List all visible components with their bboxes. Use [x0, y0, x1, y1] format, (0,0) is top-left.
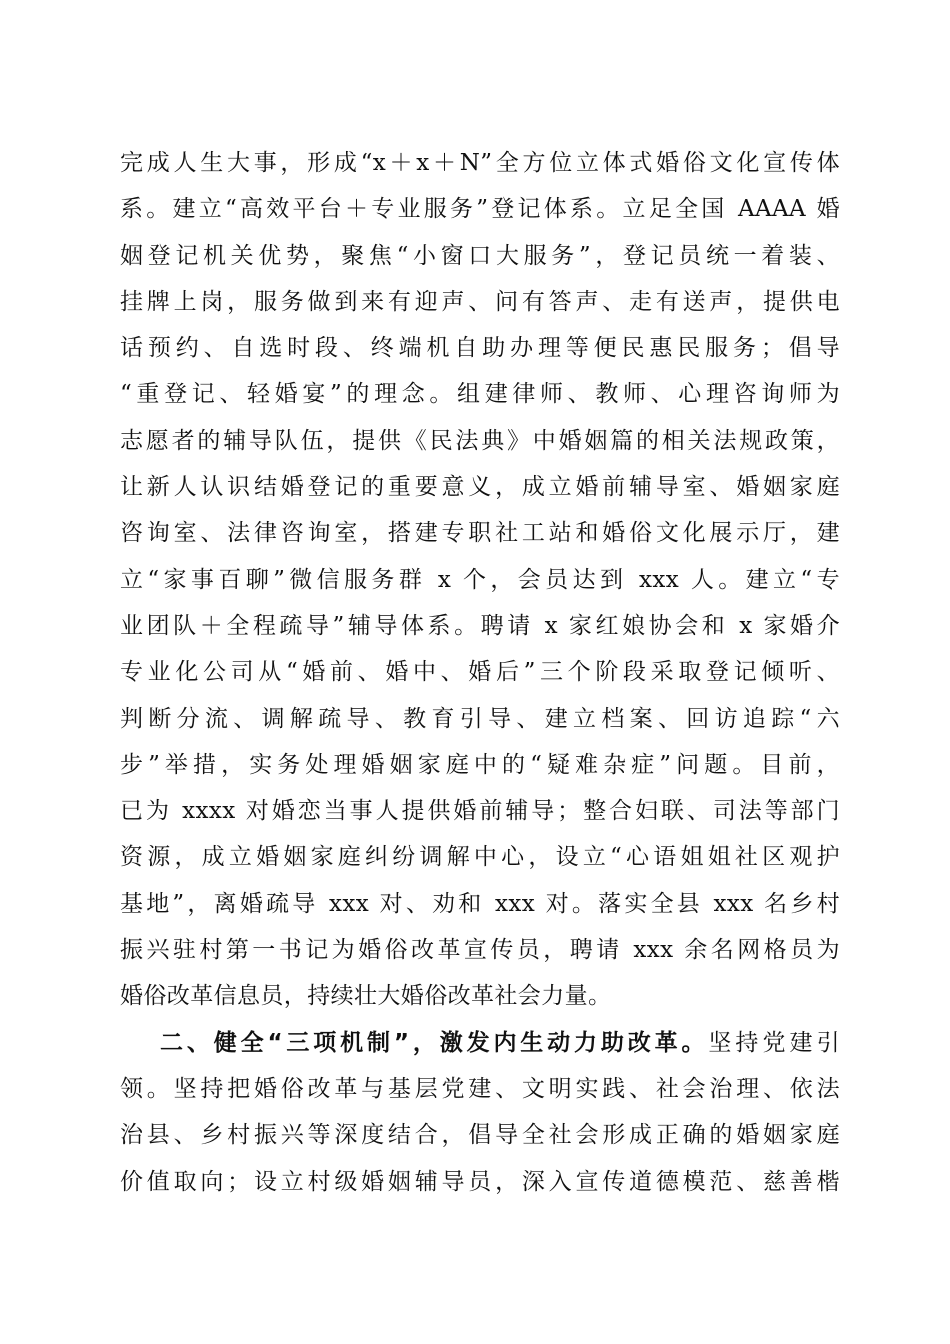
text-line: 基地”，离婚疏导 xxx 对、劝和 xxx 对。落实全县 xxx 名乡村	[120, 890, 840, 917]
text-line: 价值取向；设立村级婚姻辅导员，深入宣传道德模范、慈善楷	[120, 1168, 840, 1195]
text-line: 资源，成立婚姻家庭纠纷调解中心，设立“心语姐姐社区观护	[120, 844, 840, 871]
text-line: 立“家事百聊”微信服务群 x 个，会员达到 xxx 人。建立“专	[120, 566, 840, 593]
text-line: 完成人生大事，形成“x＋x＋N”全方位立体式婚俗文化宣传体	[120, 150, 840, 176]
text-line: 系。建立“高效平台＋专业服务”登记体系。立足全国 AAAA 婚	[120, 196, 840, 223]
text-line: 志愿者的辅导队伍，提供《民法典》中婚姻篇的相关法规政策，	[120, 427, 840, 454]
text-line: 已为 xxxx 对婚恋当事人提供婚前辅导；整合妇联、司法等部门	[120, 798, 840, 825]
text-line: 让新人认识结婚登记的重要意义，成立婚前辅导室、婚姻家庭	[120, 474, 840, 501]
text-line: 咨询室、法律咨询室，搭建专职社工站和婚俗文化展示厅，建	[120, 520, 840, 547]
text-line: 业团队＋全程疏导”辅导体系。聘请 x 家红娘协会和 x 家婚介	[120, 612, 840, 639]
text-line: 话预约、自选时段、终端机自助办理等便民惠民服务；倡导	[120, 335, 840, 362]
body-text	[120, 140, 840, 1205]
text-line: 姻登记机关优势，聚焦“小窗口大服务”，登记员统一着装、	[120, 242, 840, 269]
text-line: 领。坚持把婚俗改革与基层党建、文明实践、社会治理、依法	[120, 1075, 840, 1102]
text-line: 振兴驻村第一书记为婚俗改革宣传员，聘请 xxx 余名网格员为	[120, 937, 840, 964]
text-line: 治县、乡村振兴等深度结合，倡导全社会形成正确的婚姻家庭	[120, 1122, 840, 1149]
section-heading-tail: 坚持党建引	[708, 1029, 841, 1056]
text-line: 判断分流、调解疏导、教育引导、建立档案、回访追踪“六	[120, 705, 840, 732]
text-line: 婚俗改革信息员，持续壮大婚俗改革社会力量。	[120, 983, 612, 1010]
text-line: 专业化公司从“婚前、婚中、婚后”三个阶段采取登记倾听、	[120, 659, 840, 686]
text-line: 步”举措，实务处理婚姻家庭中的“疑难杂症”问题。目前，	[120, 751, 840, 778]
section-heading-line	[120, 1020, 840, 1066]
text-line: “重登记、轻婚宴”的理念。组建律师、教师、心理咨询师为	[120, 381, 840, 408]
text-line: 挂牌上岗，服务做到来有迎声、问有答声、走有送声，提供电	[120, 288, 840, 315]
section-heading: 二、健全“三项机制”，激发内生动力助改革。	[160, 1029, 709, 1056]
